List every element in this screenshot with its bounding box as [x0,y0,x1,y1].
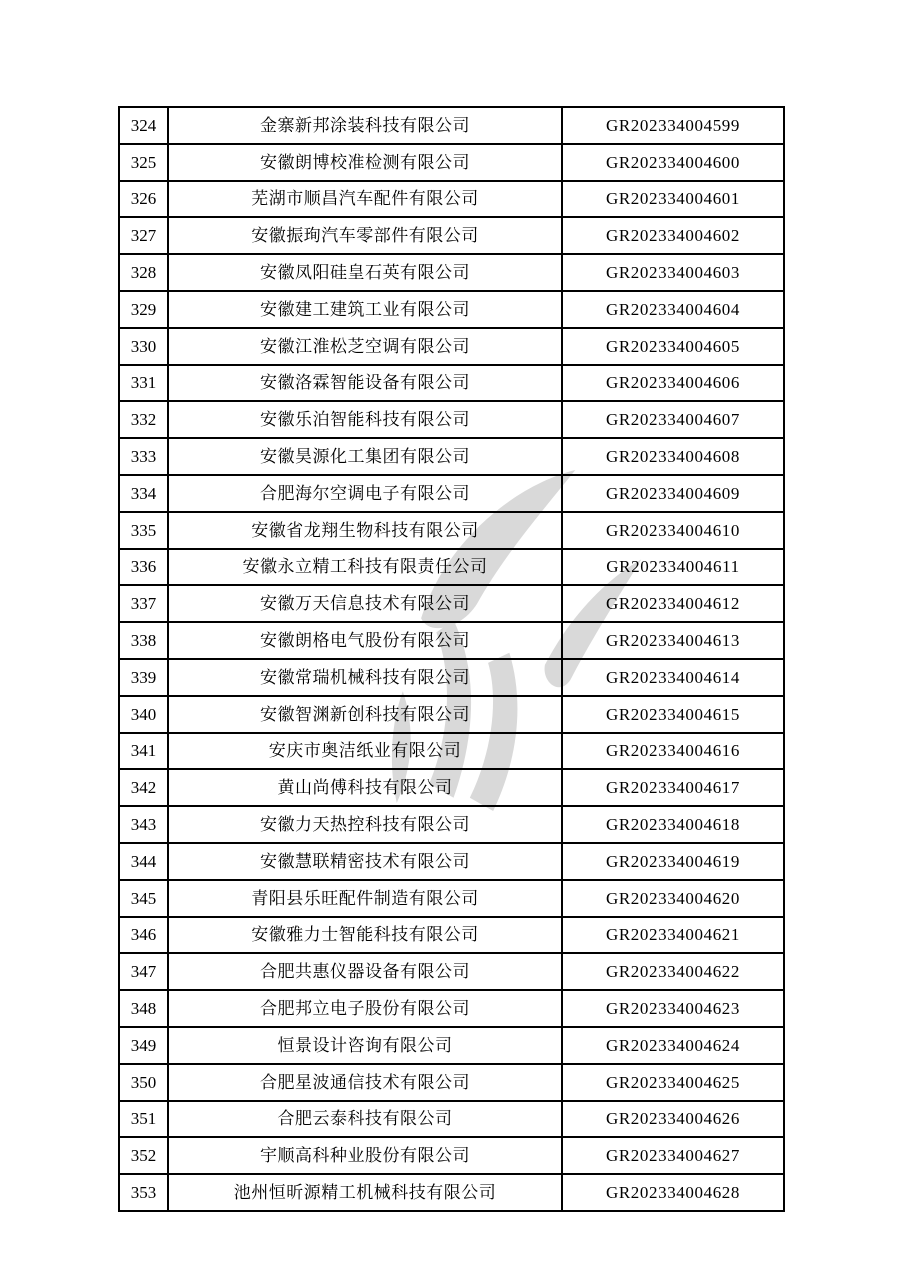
table-row [119,953,784,990]
company-name: 安徽江淮松芝空调有限公司 [168,328,562,365]
company-name: 安徽万天信息技术有限公司 [168,585,562,622]
row-number: 351 [119,1101,168,1138]
table-row [119,181,784,218]
row-number: 344 [119,843,168,880]
company-name: 安徽朗格电气股份有限公司 [168,622,562,659]
company-name: 安徽昊源化工集团有限公司 [168,438,562,475]
table-row [119,806,784,843]
row-number: 340 [119,696,168,733]
certificate-code: GR202334004621 [562,917,784,954]
certificate-code: GR202334004602 [562,217,784,254]
row-number: 324 [119,107,168,144]
certificate-code: GR202334004617 [562,769,784,806]
certificate-code: GR202334004600 [562,144,784,181]
row-number: 346 [119,917,168,954]
certificate-code: GR202334004607 [562,401,784,438]
row-number: 345 [119,880,168,917]
company-name: 安徽振珣汽车零部件有限公司 [168,217,562,254]
row-number: 338 [119,622,168,659]
table-row [119,475,784,512]
company-name: 金寨新邦涂装科技有限公司 [168,107,562,144]
row-number: 332 [119,401,168,438]
certificate-code: GR202334004603 [562,254,784,291]
certificate-code: GR202334004623 [562,990,784,1027]
company-name: 芜湖市顺昌汽车配件有限公司 [168,181,562,218]
table-row [119,144,784,181]
certificate-code: GR202334004626 [562,1101,784,1138]
row-number: 334 [119,475,168,512]
row-number: 329 [119,291,168,328]
company-name: 安徽力天热控科技有限公司 [168,806,562,843]
company-name: 恒景设计咨询有限公司 [168,1027,562,1064]
row-number: 335 [119,512,168,549]
company-name: 安徽建工建筑工业有限公司 [168,291,562,328]
table-row [119,512,784,549]
row-number: 341 [119,733,168,770]
table-row [119,843,784,880]
row-number: 353 [119,1174,168,1211]
row-number: 325 [119,144,168,181]
table-row [119,917,784,954]
company-name: 合肥云泰科技有限公司 [168,1101,562,1138]
certificate-code: GR202334004604 [562,291,784,328]
company-name: 安徽凤阳硅皇石英有限公司 [168,254,562,291]
row-number: 352 [119,1137,168,1174]
certificate-code: GR202334004620 [562,880,784,917]
row-number: 349 [119,1027,168,1064]
certificate-code: GR202334004608 [562,438,784,475]
company-name: 安徽智渊新创科技有限公司 [168,696,562,733]
certificate-code: GR202334004599 [562,107,784,144]
certificate-code: GR202334004618 [562,806,784,843]
row-number: 343 [119,806,168,843]
company-name: 合肥星波通信技术有限公司 [168,1064,562,1101]
table-row [119,549,784,586]
certificate-code: GR202334004611 [562,549,784,586]
certificate-code: GR202334004609 [562,475,784,512]
certificate-code: GR202334004614 [562,659,784,696]
row-number: 333 [119,438,168,475]
table-row [119,438,784,475]
table-row [119,1027,784,1064]
row-number: 331 [119,365,168,402]
certificate-code: GR202334004627 [562,1137,784,1174]
company-name: 安庆市奥洁纸业有限公司 [168,733,562,770]
company-name: 安徽慧联精密技术有限公司 [168,843,562,880]
certificate-table [118,106,785,1212]
certificate-code: GR202334004612 [562,585,784,622]
certificate-code: GR202334004616 [562,733,784,770]
table-row [119,291,784,328]
table-row [119,1174,784,1211]
certificate-code: GR202334004610 [562,512,784,549]
row-number: 326 [119,181,168,218]
table-row [119,769,784,806]
company-name: 安徽朗博校准检测有限公司 [168,144,562,181]
table-row [119,733,784,770]
table-row [119,585,784,622]
table-row [119,1064,784,1101]
table-row [119,328,784,365]
certificate-code: GR202334004601 [562,181,784,218]
certificate-code: GR202334004605 [562,328,784,365]
table-row [119,401,784,438]
row-number: 350 [119,1064,168,1101]
certificate-code: GR202334004628 [562,1174,784,1211]
row-number: 348 [119,990,168,1027]
table-row [119,1137,784,1174]
row-number: 342 [119,769,168,806]
company-name: 青阳县乐旺配件制造有限公司 [168,880,562,917]
table-row [119,217,784,254]
table-row [119,107,784,144]
table-row [119,1101,784,1138]
company-name: 合肥共惠仪器设备有限公司 [168,953,562,990]
company-name: 安徽洛霖智能设备有限公司 [168,365,562,402]
row-number: 347 [119,953,168,990]
certificate-code: GR202334004622 [562,953,784,990]
company-name: 安徽常瑞机械科技有限公司 [168,659,562,696]
company-name: 合肥海尔空调电子有限公司 [168,475,562,512]
certificate-code: GR202334004624 [562,1027,784,1064]
company-name: 合肥邦立电子股份有限公司 [168,990,562,1027]
table-row [119,254,784,291]
table-row [119,622,784,659]
certificate-code: GR202334004625 [562,1064,784,1101]
company-name: 黄山尚傅科技有限公司 [168,769,562,806]
table-row [119,696,784,733]
row-number: 330 [119,328,168,365]
company-name: 安徽永立精工科技有限责任公司 [168,549,562,586]
row-number: 339 [119,659,168,696]
table-row [119,659,784,696]
company-name: 安徽省龙翔生物科技有限公司 [168,512,562,549]
company-name: 池州恒昕源精工机械科技有限公司 [168,1174,562,1211]
table-row [119,990,784,1027]
row-number: 337 [119,585,168,622]
company-name: 安徽乐泊智能科技有限公司 [168,401,562,438]
company-table-body [119,107,784,1211]
table-row [119,880,784,917]
company-name: 宇顺高科种业股份有限公司 [168,1137,562,1174]
certificate-code: GR202334004619 [562,843,784,880]
certificate-code: GR202334004606 [562,365,784,402]
row-number: 336 [119,549,168,586]
row-number: 327 [119,217,168,254]
row-number: 328 [119,254,168,291]
company-name: 安徽雅力士智能科技有限公司 [168,917,562,954]
certificate-code: GR202334004613 [562,622,784,659]
certificate-code: GR202334004615 [562,696,784,733]
table-row [119,365,784,402]
